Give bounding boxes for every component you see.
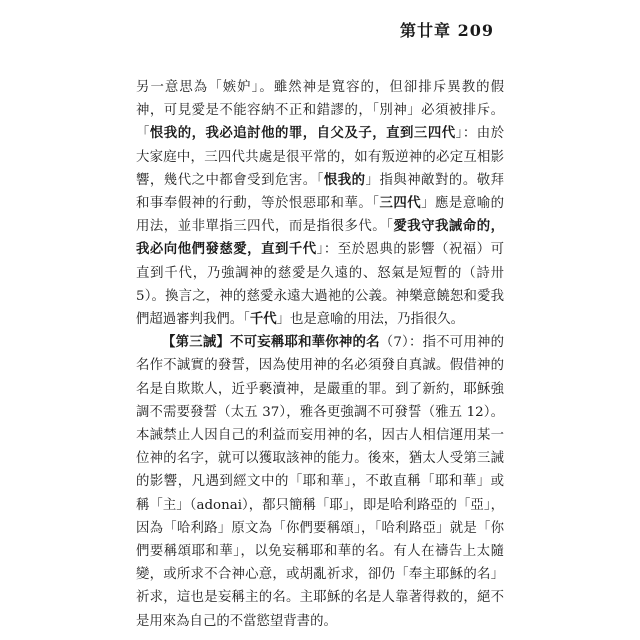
text-span: 」指與神敵對的。敬拜和事奉假神的行動，等於恨惡耶和華。「 <box>136 172 505 212</box>
body-text <box>136 76 504 633</box>
chapter-label: 第廿章 <box>400 21 452 40</box>
text-span: 」：至於恩典的影響（祝福）可直到千代，乃強調神的慈愛是久遠的、怒氣是短暫的（詩卅 5）。換言之，神的慈愛永遠大過祂的公義。神樂意饒恕和愛我們超過審判我們。「 <box>136 242 504 328</box>
text-span: （7）：指不可用神的名作不誠實的發誓，因為使用神的名必須發自真誠。假借神的名是自欺欺人，近乎褻瀆神，是嚴重的罪。到了新約，耶穌強調不需要發誓（太五 37），雅各更強調不可發誓（雅五 12）。本誡禁止人因自己的利益而妄用神的名，因古人相信運用某一位神的名字，就可以獲取該神的能力。後來，猶太人受第三誡的影響，凡遇到經文中的「耶和華」，不敢直稱「耶和華」或稱「主」（adonai），都只簡稱「耶」，即是哈利路亞的「亞」，因為「哈利路」原文為「你們要稱頌」，「哈利路亞」就是「你們要稱頌耶和華」，以免妄稱耶和華的名。有人在禱告上太隨變，或所求不合神心意，或胡亂祈求，卻仍「奉主耶穌的名」祈求，這也是妄稱主的名。主耶穌的名是人靠著得救的，絕不是用來為自己的不當慾望背書的。 <box>136 335 504 629</box>
emphasis-quote: 千代 <box>249 312 277 328</box>
text-span: 」：由於大家庭中，三四代共處是很平常的，如有叛逆神的必定互相影響，幾代之中都會受到危害。「 <box>136 126 505 188</box>
text-span: 」應是意喻的用法，並非單指三四代，而是指很多代。「 <box>136 196 505 235</box>
emphasis-quote: 愛我守我誡命的，我必向他們發慈愛，直到千代 <box>136 219 504 258</box>
page-header <box>400 18 494 41</box>
text-span: 另一意思為「嫉妒」。雖然神是寬容的，但卻排斥異教的假神，可見愛是不能容納不正和錯謬的，「別神」必須被排斥。「 <box>136 80 504 142</box>
emphasis-quote: 恨我的，我必追討他的罪，自父及子，直到三四代 <box>149 126 456 142</box>
paragraph-commandment-2-commentary <box>136 76 504 331</box>
emphasis-quote: 三四代 <box>379 196 422 212</box>
commandment-heading: 【第三誡】不可妄稱耶和華你神的名 <box>162 335 380 351</box>
text-span: 」也是意喻的用法，乃指很久。 <box>276 312 465 328</box>
emphasis-quote: 恨我的 <box>323 172 366 188</box>
paragraph-third-commandment <box>136 331 504 633</box>
page-number: 209 <box>457 21 494 40</box>
